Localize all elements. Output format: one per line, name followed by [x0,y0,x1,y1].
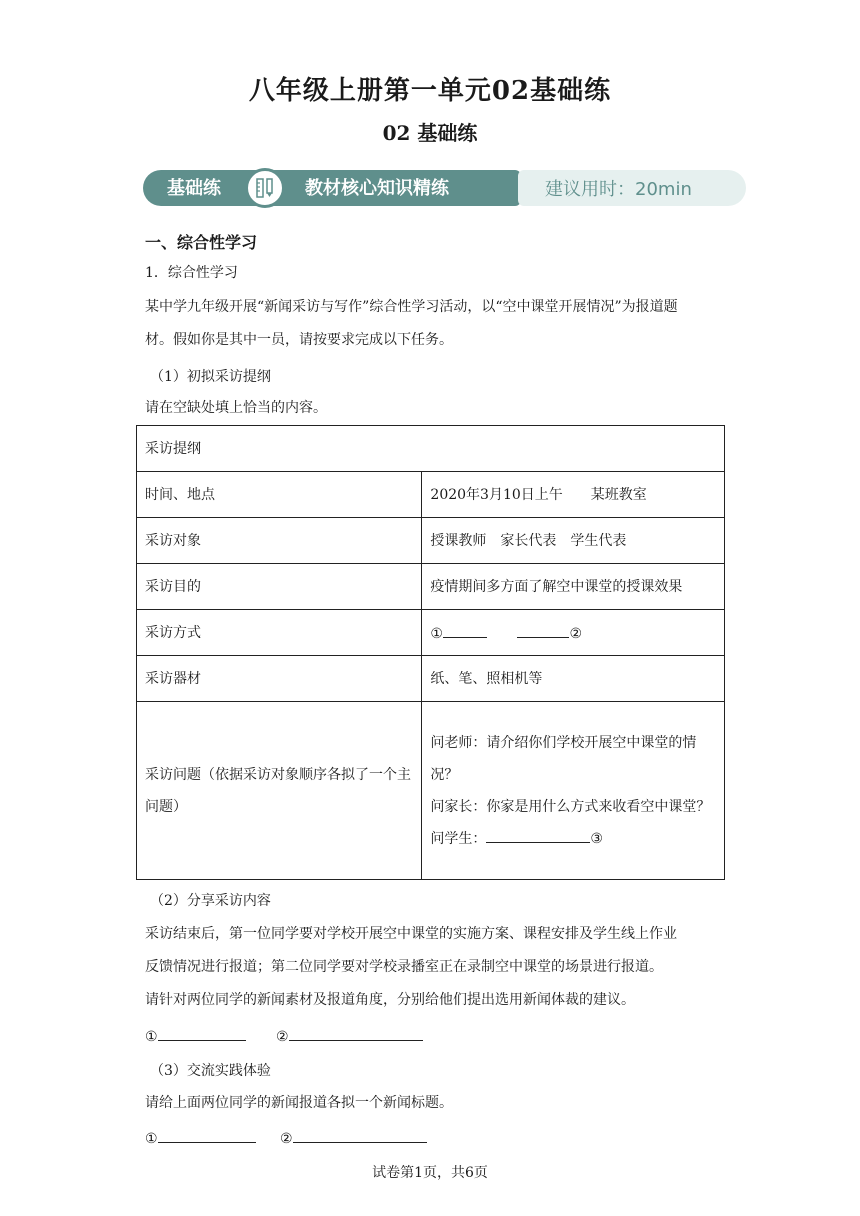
part3-answer-blank-2[interactable] [293,1126,427,1143]
part2-title: （2）分享采访内容 [150,893,271,909]
answer-blank-2[interactable] [517,621,569,638]
ruler-pencil-icon [245,168,285,208]
part3-title: （3）交流实践体验 [150,1063,271,1079]
table-header-row [137,426,725,472]
section-heading: 一、综合性学习 [145,233,258,252]
blank-mark-2: ② [569,625,582,642]
question-student: 问学生： ③ [430,823,716,855]
table-header: 采访提纲 [137,426,725,472]
banner-tag: 基础练 [167,178,221,199]
banner-time-label: 建议用时：20min [545,179,692,200]
answer-blank-1[interactable] [443,621,487,638]
page-footer: 试卷第1页，共6页 [372,1165,488,1181]
part2-line1: 采访结束后，第一位同学要对学校开展空中课堂的实施方案、课程安排及学生线上作业 [145,926,677,942]
questions-cell [422,702,725,880]
question-parent: 问家长：你家是用什么方式来收看空中课堂？ [430,798,711,815]
question-intro-line2: 材。假如你是其中一员，请按要求完成以下任务。 [145,332,453,348]
part3-answers: ① ② [145,1126,427,1149]
table-row [137,472,725,518]
part3-answer-blank-1[interactable] [158,1126,256,1143]
part2-answer-blank-2[interactable] [289,1024,423,1041]
part1-prompt: 请在空缺处填上恰当的内容。 [145,400,327,416]
row-label: 采访器材 [137,656,422,702]
questions-label: 采访问题（依据采访对象顺序各拟了一个主问题） [137,702,422,880]
part2-line3: 请针对两位同学的新闻素材及报道角度，分别给他们提出选用新闻体裁的建议。 [145,992,635,1008]
row-label: 采访对象 [137,518,422,564]
part1-title: （1）初拟采访提纲 [150,369,271,385]
question-intro-line1: 某中学九年级开展“新闻采访与写作”综合性学习活动，以“空中课堂开展情况”为报道题 [145,299,678,315]
row-label: 时间、地点 [137,472,422,518]
part2-line2: 反馈情况进行报道；第二位同学要对学校录播室正在录制空中课堂的场景进行报道。 [145,959,663,975]
part2-answers: ① ② [145,1024,423,1047]
row-value: 授课教师 家长代表 学生代表 [422,518,725,564]
banner-main-label: 教材核心知识精练 [305,178,449,199]
table-row [137,518,725,564]
part2-answer-blank-1[interactable] [158,1024,246,1041]
question-number: 1．综合性学习 [145,265,238,281]
row-label: 采访目的 [137,564,422,610]
page-title: 八年级上册第一单元02基础练 [248,76,612,106]
answer-blank-3[interactable] [486,826,590,843]
table-row [137,610,725,656]
row-value: 疫情期间多方面了解空中课堂的授课效果 [422,564,725,610]
row-label: 采访方式 [137,610,422,656]
table-row [137,564,725,610]
interview-outline-table [136,425,725,880]
row-value: 2020年3月10日上午 某班教室 [422,472,725,518]
blank-mark-3: ③ [590,830,603,847]
row-value [422,610,725,656]
part3-prompt: 请给上面两位同学的新闻报道各拟一个新闻标题。 [145,1095,453,1111]
table-row [137,656,725,702]
row-value: 纸、笔、照相机等 [422,656,725,702]
table-row-questions [137,702,725,880]
page-subtitle: 02 基础练 [382,121,478,145]
blank-mark-1: ① [430,625,443,642]
question-teacher: 问老师：请介绍你们学校开展空中课堂的情况？ [430,734,697,783]
exercise-banner [143,168,746,208]
